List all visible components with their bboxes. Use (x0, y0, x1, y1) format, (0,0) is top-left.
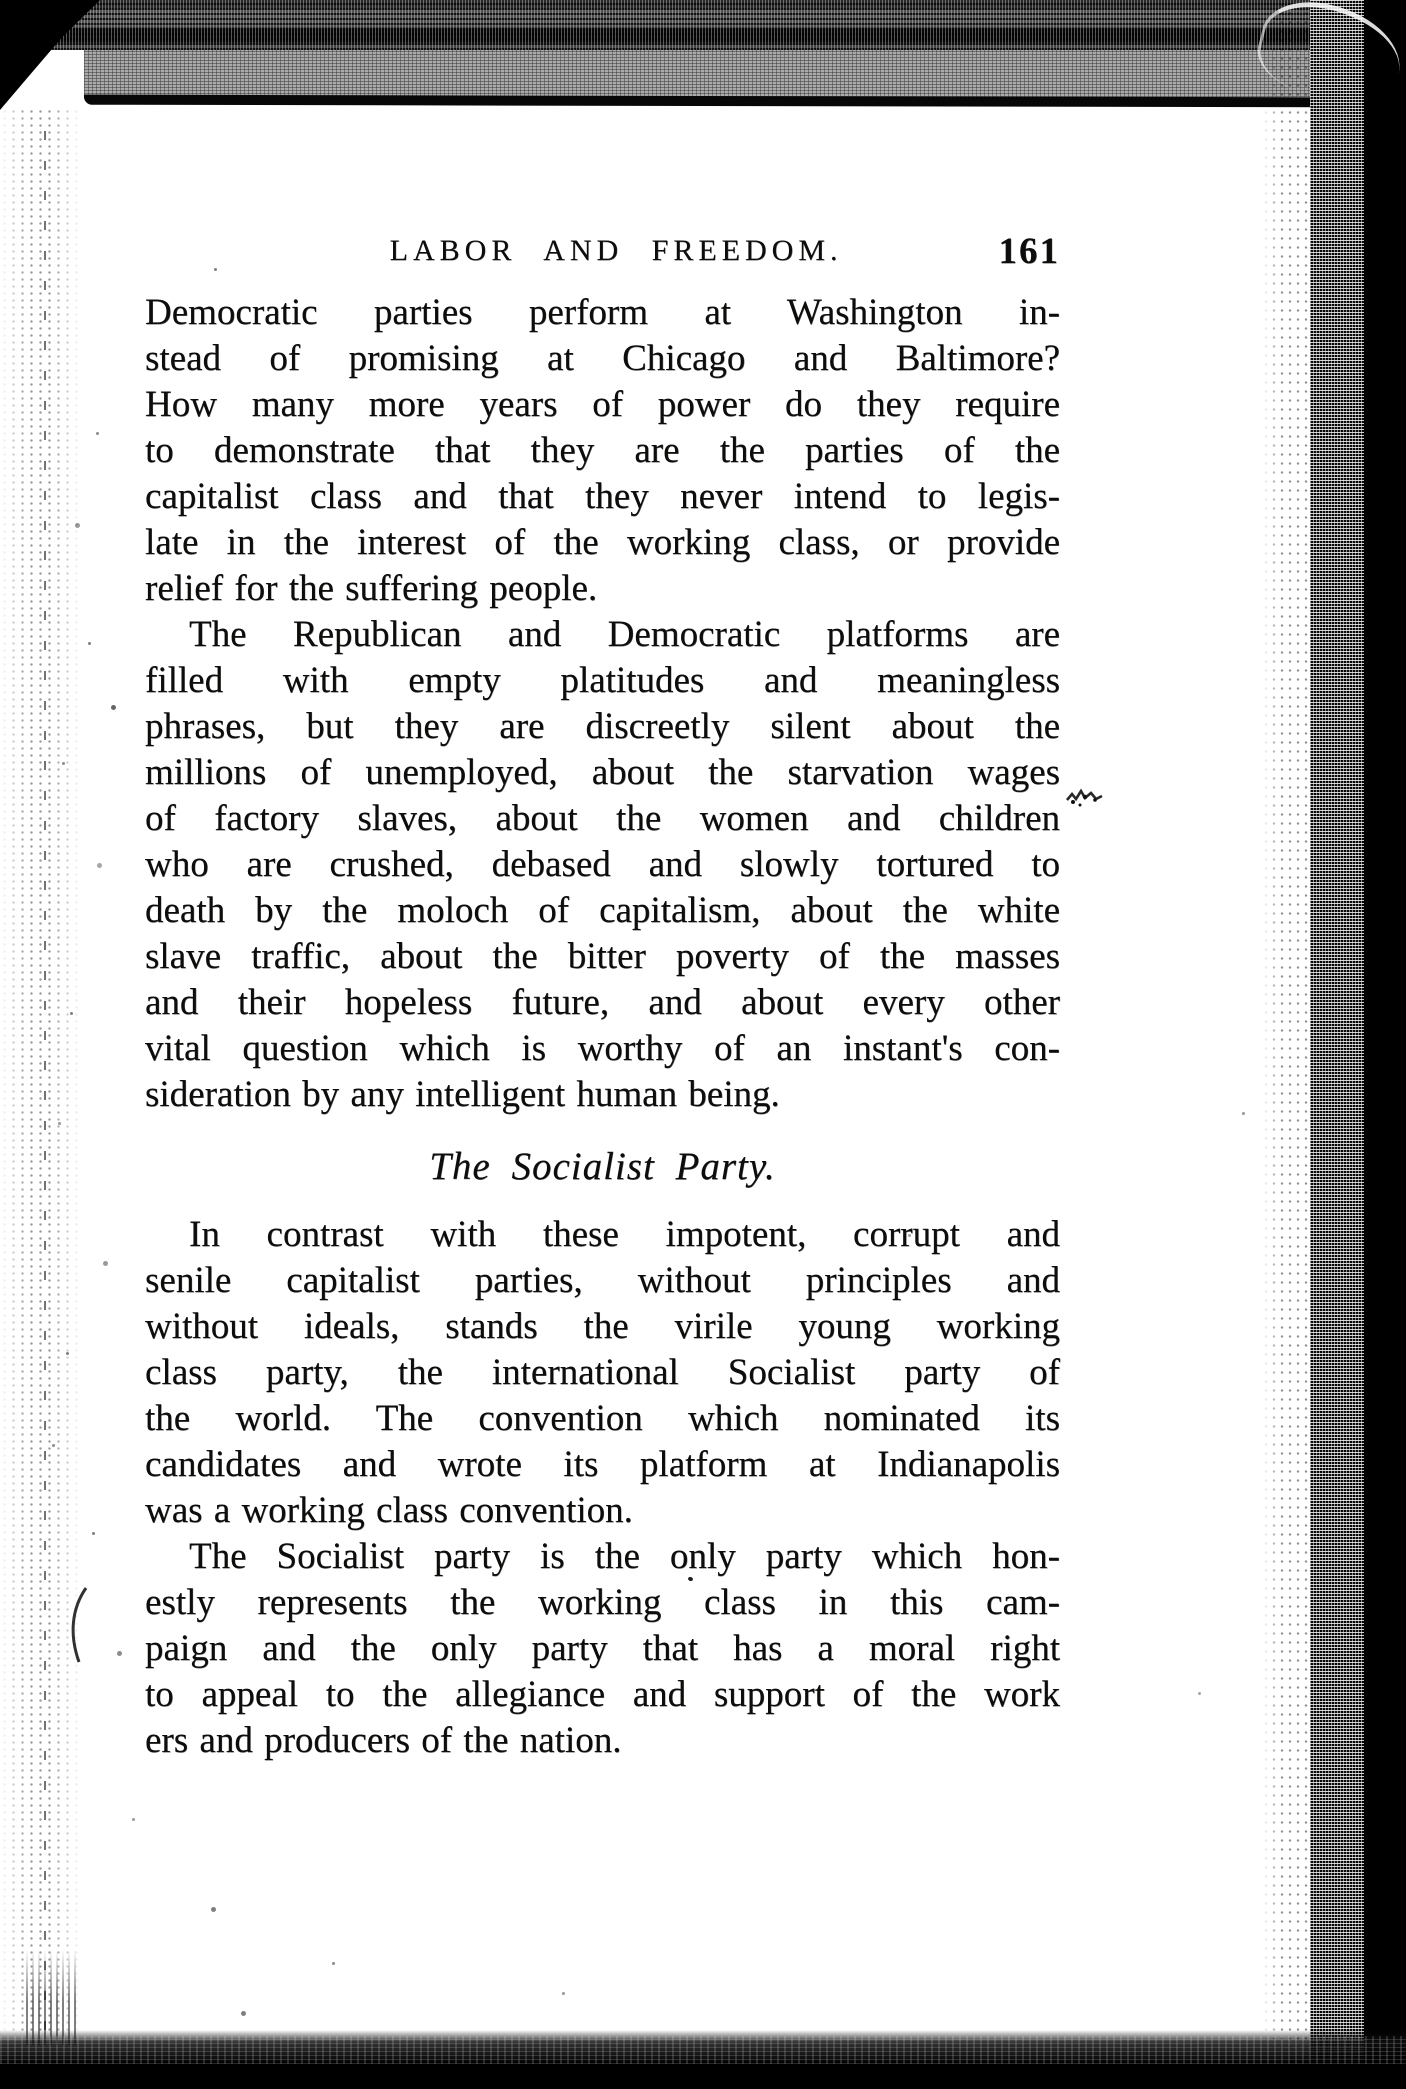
text-line: late in the interest of the working class, or provide (145, 522, 1060, 563)
text-line: and their hopeless future, and about every other (145, 982, 1060, 1023)
scan-bottom-streak-texture (0, 2036, 1406, 2064)
scan-right-binding-band (1310, 0, 1406, 2089)
text-line: paign and the only party that has a moral right (145, 1628, 1060, 1669)
paragraph-3 (145, 1212, 1060, 1534)
text-line: stead of promising at Chicago and Baltimore? (145, 338, 1060, 379)
text-line: The Socialist party is the only party which hon- (189, 1536, 1060, 1577)
text-line: of factory slaves, about the women and children (145, 798, 1060, 839)
ink-smudge-mark (1064, 784, 1106, 812)
text-line: The Republican and Democratic platforms are (189, 614, 1060, 655)
text-line: estly represents the working class in this cam- (145, 1582, 1060, 1623)
section-heading: The Socialist Party. (429, 1145, 776, 1188)
text-line: Democratic parties perform at Washington in- (145, 292, 1060, 333)
running-header-title: LABOR AND FREEDOM. (389, 234, 843, 267)
text-line: senile capitalist parties, without principles and (145, 1260, 1060, 1301)
page-text-block (145, 230, 1060, 1764)
text-line: to demonstrate that they are the parties of the (145, 430, 1060, 471)
text-line: ers and producers of the nation. (145, 1720, 622, 1761)
text-line: without ideals, stands the virile young working (145, 1306, 1060, 1347)
text-line: was a working class convention. (145, 1490, 633, 1531)
scan-top-edge-band (0, 0, 1406, 50)
scan-right-static-texture (1310, 0, 1364, 2089)
text-line: relief for the suffering people. (145, 568, 598, 609)
text-line: filled with empty platitudes and meaningless (145, 660, 1060, 701)
text-line: millions of unemployed, about the starvation wages (145, 752, 1060, 793)
text-line: capitalist class and that they never intend to legis- (145, 476, 1060, 517)
text-line: death by the moloch of capitalism, about the white (145, 890, 1060, 931)
margin-pen-stroke (64, 1586, 92, 1666)
scan-left-crease-line (44, 110, 46, 2030)
paragraph-1 (145, 290, 1060, 612)
paragraph-4 (145, 1534, 1060, 1764)
text-line: phrases, but they are discreetly silent about the (145, 706, 1060, 747)
paragraph-2 (145, 612, 1060, 1118)
scan-noise-specks (0, 0, 3, 3)
scan-bottom-edge-band (0, 2030, 1406, 2089)
page-number: 161 (998, 231, 1060, 272)
text-line: slave traffic, about the bitter poverty of the masses (145, 936, 1060, 977)
text-line: to appeal to the allegiance and support of the work (145, 1674, 1060, 1715)
text-line: who are crushed, debased and slowly tortured to (145, 844, 1060, 885)
text-line: How many more years of power do they require (145, 384, 1060, 425)
text-line: candidates and wrote its platform at Indianapolis (145, 1444, 1060, 1485)
running-header (145, 230, 1060, 274)
scan-top-edge-shadow (84, 50, 1346, 97)
text-line: class party, the international Socialist party of (145, 1352, 1060, 1393)
text-line: the world. The convention which nominated its (145, 1398, 1060, 1439)
page-top-edge-line (84, 95, 1342, 108)
text-line: vital question which is worthy of an instant's con- (145, 1028, 1060, 1069)
scan-left-speckle-texture (0, 108, 82, 2032)
scan-right-speckle-texture (1262, 0, 1308, 2089)
text-line: sideration by any intelligent human being. (145, 1074, 780, 1115)
text-line: In contrast with these impotent, corrupt and (189, 1214, 1060, 1255)
